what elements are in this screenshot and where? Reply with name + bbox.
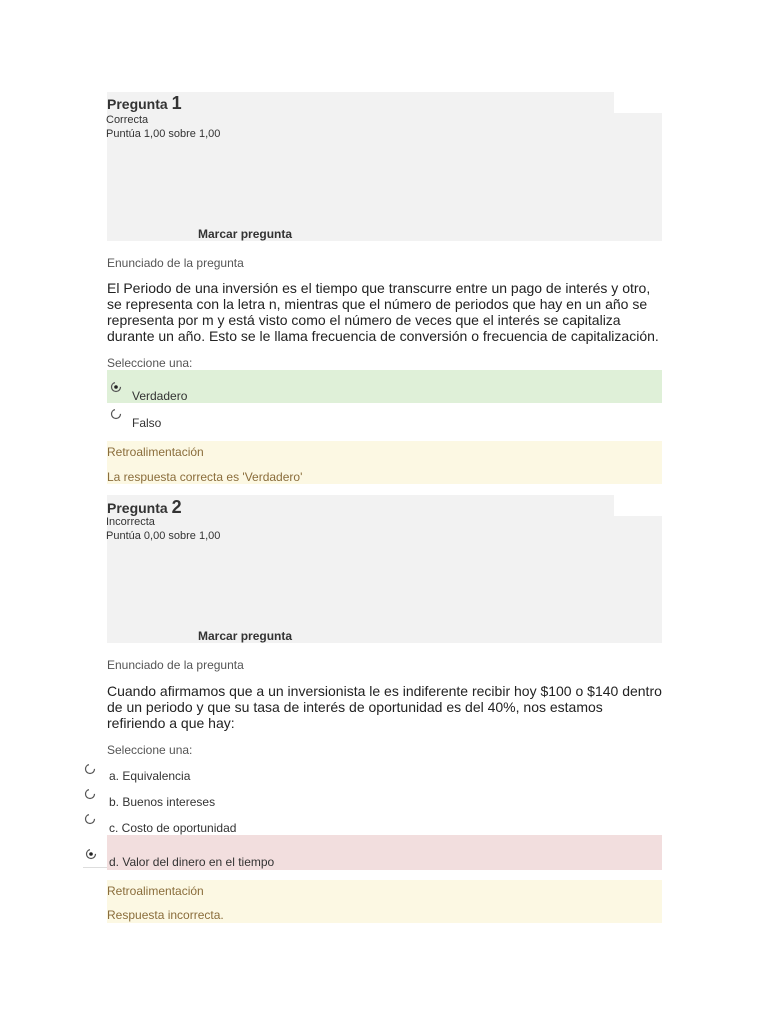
- q2-status: Incorrecta: [106, 516, 155, 528]
- q2-number: 2: [171, 497, 182, 517]
- q2-question-text: Cuando afirmamos que a un inversionista le es indiferente recibir hoy $100 o $140 dentro de un periodo y que su tasa de interés de oportunidad es del 40%, nos estamos refiriendo a que hay:: [107, 683, 662, 731]
- radio-selected-icon[interactable]: [110, 381, 122, 393]
- q1-feedback-text: La respuesta correcta es 'Verdadero': [107, 470, 303, 484]
- q2-option-label: a. Equivalencia: [109, 769, 191, 783]
- q1-option-verdadero-row[interactable]: [107, 370, 662, 403]
- q1-option-label: Falso: [132, 416, 162, 430]
- q1-title-word: Pregunta: [107, 96, 168, 112]
- q2-option-label: b. Buenos intereses: [109, 795, 216, 809]
- q2-select-label: Seleccione una:: [107, 743, 193, 757]
- q1-option-label: Verdadero: [132, 389, 188, 403]
- q1-title: [107, 93, 182, 114]
- radio-unselected-icon[interactable]: [84, 763, 96, 775]
- q2-score: Puntúa 0,00 sobre 1,00: [106, 530, 221, 542]
- q2-option-label: c. Costo de oportunidad: [109, 821, 237, 835]
- q1-score: Puntúa 1,00 sobre 1,00: [106, 128, 221, 140]
- q2-prompt-label: Enunciado de la pregunta: [107, 658, 244, 672]
- q1-question-text: El Periodo de una inversión es el tiempo que transcurre entre un pago de interés y otro, se representa con la letra n, mientras que el número de periodos que hay en un año se representa por m y está visto como el número de veces que el interés se capitaliza durante un año. Esto se le llama frecuencia de conversión o frecuencia de capitalización.: [107, 280, 659, 344]
- radio-unselected-icon[interactable]: [110, 408, 122, 420]
- q1-number: 1: [171, 93, 182, 113]
- q1-prompt-label: Enunciado de la pregunta: [107, 256, 244, 270]
- q1-flag-question-link[interactable]: Marcar pregunta: [198, 227, 293, 241]
- radio-unselected-icon[interactable]: [84, 788, 96, 800]
- q2-title: [107, 497, 182, 518]
- q1-status: Correcta: [106, 114, 149, 126]
- q1-select-label: Seleccione una:: [107, 356, 193, 370]
- q1-header-top-bar: [107, 92, 614, 113]
- q2-feedback-label: Retroalimentación: [107, 884, 204, 898]
- q2-option-label: d. Valor del dinero en el tiempo: [109, 855, 275, 869]
- q2-flag-question-link[interactable]: Marcar pregunta: [198, 629, 293, 643]
- q2-feedback-text: Respuesta incorrecta.: [107, 908, 224, 922]
- q2-header-top-bar: [107, 495, 614, 516]
- q2-title-word: Pregunta: [107, 500, 168, 516]
- q1-feedback-label: Retroalimentación: [107, 445, 204, 459]
- radio-unselected-icon[interactable]: [84, 813, 96, 825]
- radio-selected-icon[interactable]: [85, 848, 97, 860]
